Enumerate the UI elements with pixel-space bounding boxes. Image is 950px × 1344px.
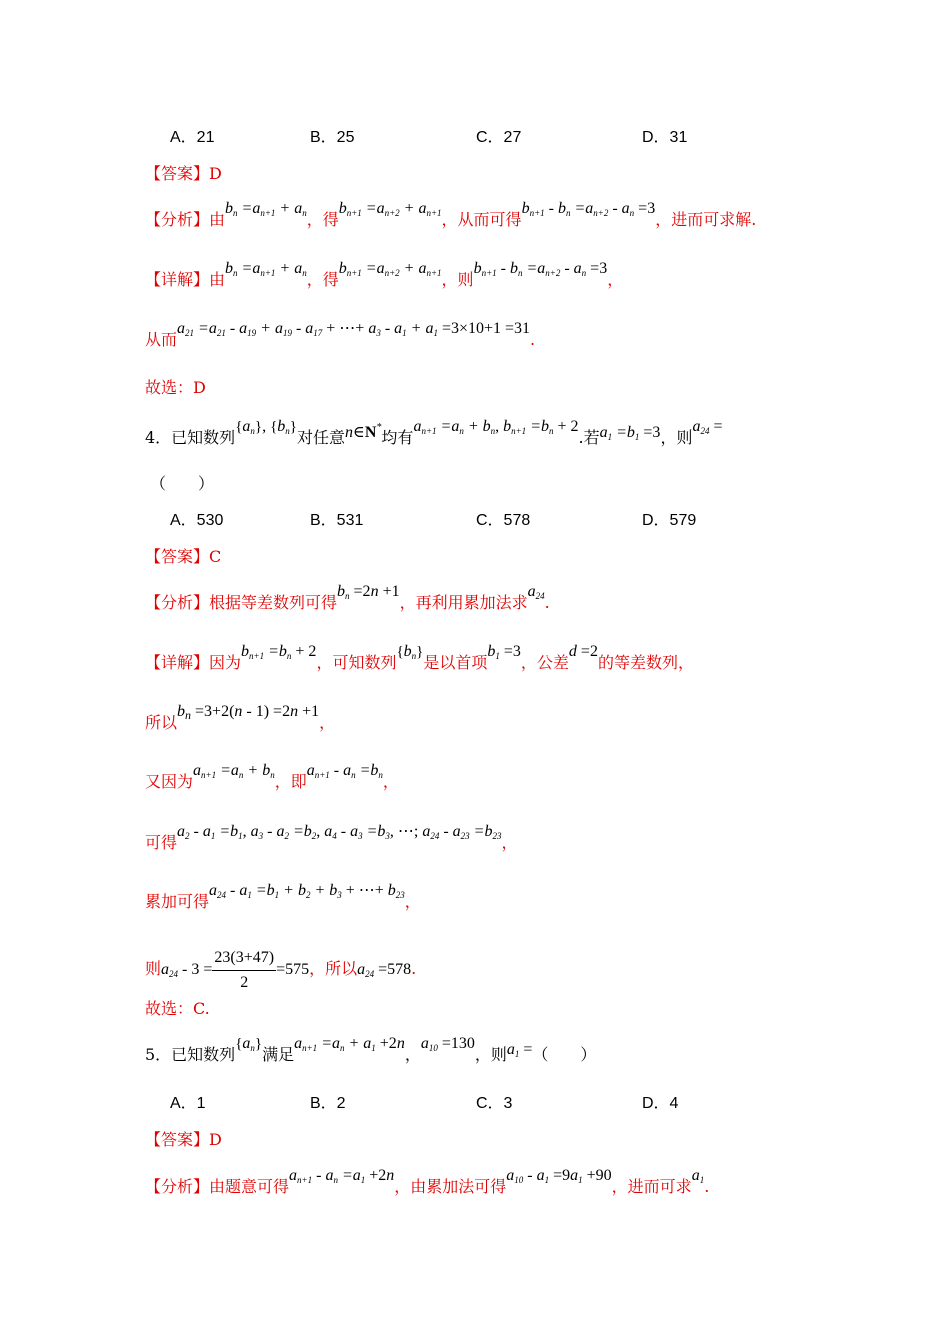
q5-stem: 5．已知数列$\{a_n\}$满足$a_{n+1} =a_n + a_1 +2n$，$a_{10} =130$，则$a_1$ =（ ）	[145, 1035, 597, 1064]
q4-paren: （ ）	[150, 474, 215, 493]
q4-option-d: D．579	[642, 512, 697, 529]
q5-analysis: 【分析】由题意可得$a_{n+1} - a_n =a_1 +2n$，由累加法可得$a_{10} - a_1 =9a_1 +90$，进而可求$a_1$.	[145, 1167, 710, 1196]
q3-analysis: 【分析】由$b_n =a_{n+1} + a_n$，得$b_{n+1} =a_{n+2} + a_{n+1}$，从而可得$b_{n+1} - b_n =a_{n+2} - a_n =3$，进而可求解.	[145, 200, 757, 229]
q3-option-b: B．25	[310, 129, 355, 146]
q5-option-c: C．3	[476, 1095, 513, 1112]
q4-so: 所以$b_n =3+2(n - 1) =2n +1$，	[145, 703, 336, 732]
q4-answer: 【答案】C	[145, 547, 222, 566]
q3-conclusion: 故选：D	[145, 378, 206, 397]
q3-option-d: D．31	[642, 129, 688, 146]
q4-then: 则$a_{24} - 3$ = $\frac{23(3+47)}{2}$ =575，所以$a_{24} =578$.	[145, 946, 416, 995]
q3-detail: 【详解】由$b_n =a_{n+1} + a_n$，得$b_{n+1} =a_{n+2} + a_{n+1}$，则$b_{n+1} - b_n =a_{n+2} - a_n =3$，	[145, 260, 624, 289]
q4-sum: 累加可得$a_{24} - a_1 =b_1 + b_2 + b_3$ + ⋯+ $b_{23}$，	[145, 882, 421, 911]
q4-conclusion: 故选：C.	[145, 999, 210, 1018]
q4-stem: 4．已知数列$\{a_n\}$, $\{b_n\}$对任意n∈N*均有$a_{n+1} =a_n + b_n$, $b_{n+1} =b_n + 2$.若$a_1 =b_1 =3$，则$a_{24}$ =	[145, 418, 723, 447]
q4-detail: 【详解】因为$b_{n+1} =b_n + 2$，可知数列$\{b_n\}$是以首项$b_1 =3$，公差d =2的等差数列，	[145, 643, 694, 672]
q5-option-b: B．2	[310, 1095, 346, 1112]
q4-can: 可得$a_2 - a_1 =b_1$, $a_3 - a_2 =b_2$, $a_4 - a_3 =b_3$, ⋯; $a_{24} - a_{23} =b_{23}$，	[145, 823, 518, 852]
q5-option-d: D．4	[642, 1095, 679, 1112]
q5-answer: 【答案】D	[145, 1130, 222, 1149]
q3-derivation: 从而$a_{21} =a_{21} - a_{19} + a_{19} - a_{17}$ + ⋯+ $a_3 - a_1 + a_1 =3\times 10+1 =31$.	[145, 320, 536, 349]
q4-option-b: B．531	[310, 512, 364, 529]
q4-analysis: 【分析】根据等差数列可得$b_n =2n +1$，再利用累加法求$a_{24}$.	[145, 583, 550, 612]
q3-option-c: C．27	[476, 129, 522, 146]
q3-answer: 【答案】D	[145, 164, 222, 183]
q4-also: 又因为$a_{n+1} =a_n + b_n$，即$a_{n+1} - a_n =b_n$，	[145, 762, 399, 791]
q4-option-c: C．578	[476, 512, 531, 529]
q5-option-a: A．1	[170, 1095, 206, 1112]
q3-option-a: A．21	[170, 129, 215, 146]
q4-option-a: A．530	[170, 512, 224, 529]
